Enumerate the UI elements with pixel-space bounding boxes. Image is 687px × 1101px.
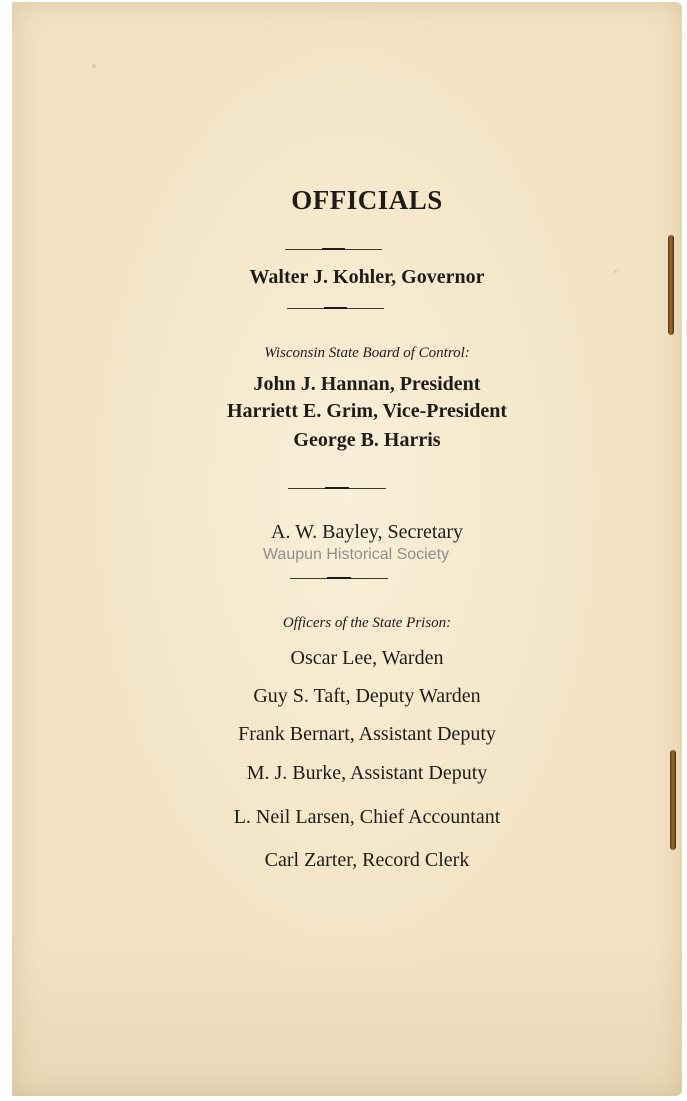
divider-rule [287, 308, 384, 309]
watermark-text: Waupun Historical Society [262, 546, 450, 563]
prison-officer: L. Neil Larsen, Chief Accountant [233, 806, 501, 828]
board-member: Harriett E. Grim, Vice-President [226, 400, 508, 422]
prison-officer: Oscar Lee, Warden [290, 647, 444, 669]
prison-officer: Carl Zarter, Record Clerk [264, 849, 470, 871]
divider-rule [288, 488, 386, 489]
board-member: John J. Hannan, President [253, 373, 481, 395]
governor-line: Walter J. Kohler, Governor [249, 266, 485, 288]
divider-rule [290, 578, 388, 579]
board-member: George B. Harris [293, 429, 441, 451]
paper-spot [92, 64, 96, 68]
board-heading: Wisconsin State Board of Control: [264, 345, 470, 361]
staple-bottom [670, 750, 676, 850]
page-title: OFFICIALS [291, 185, 443, 215]
divider-rule [285, 249, 382, 250]
prison-officer: M. J. Burke, Assistant Deputy [246, 762, 488, 784]
prison-officer: Frank Bernart, Assistant Deputy [238, 723, 496, 745]
secretary-line: A. W. Bayley, Secretary [271, 521, 463, 543]
staple-top [668, 235, 674, 335]
prison-officer: Guy S. Taft, Deputy Warden [253, 685, 481, 707]
prison-heading: Officers of the State Prison: [282, 615, 452, 631]
paper-sheet [12, 2, 682, 1096]
